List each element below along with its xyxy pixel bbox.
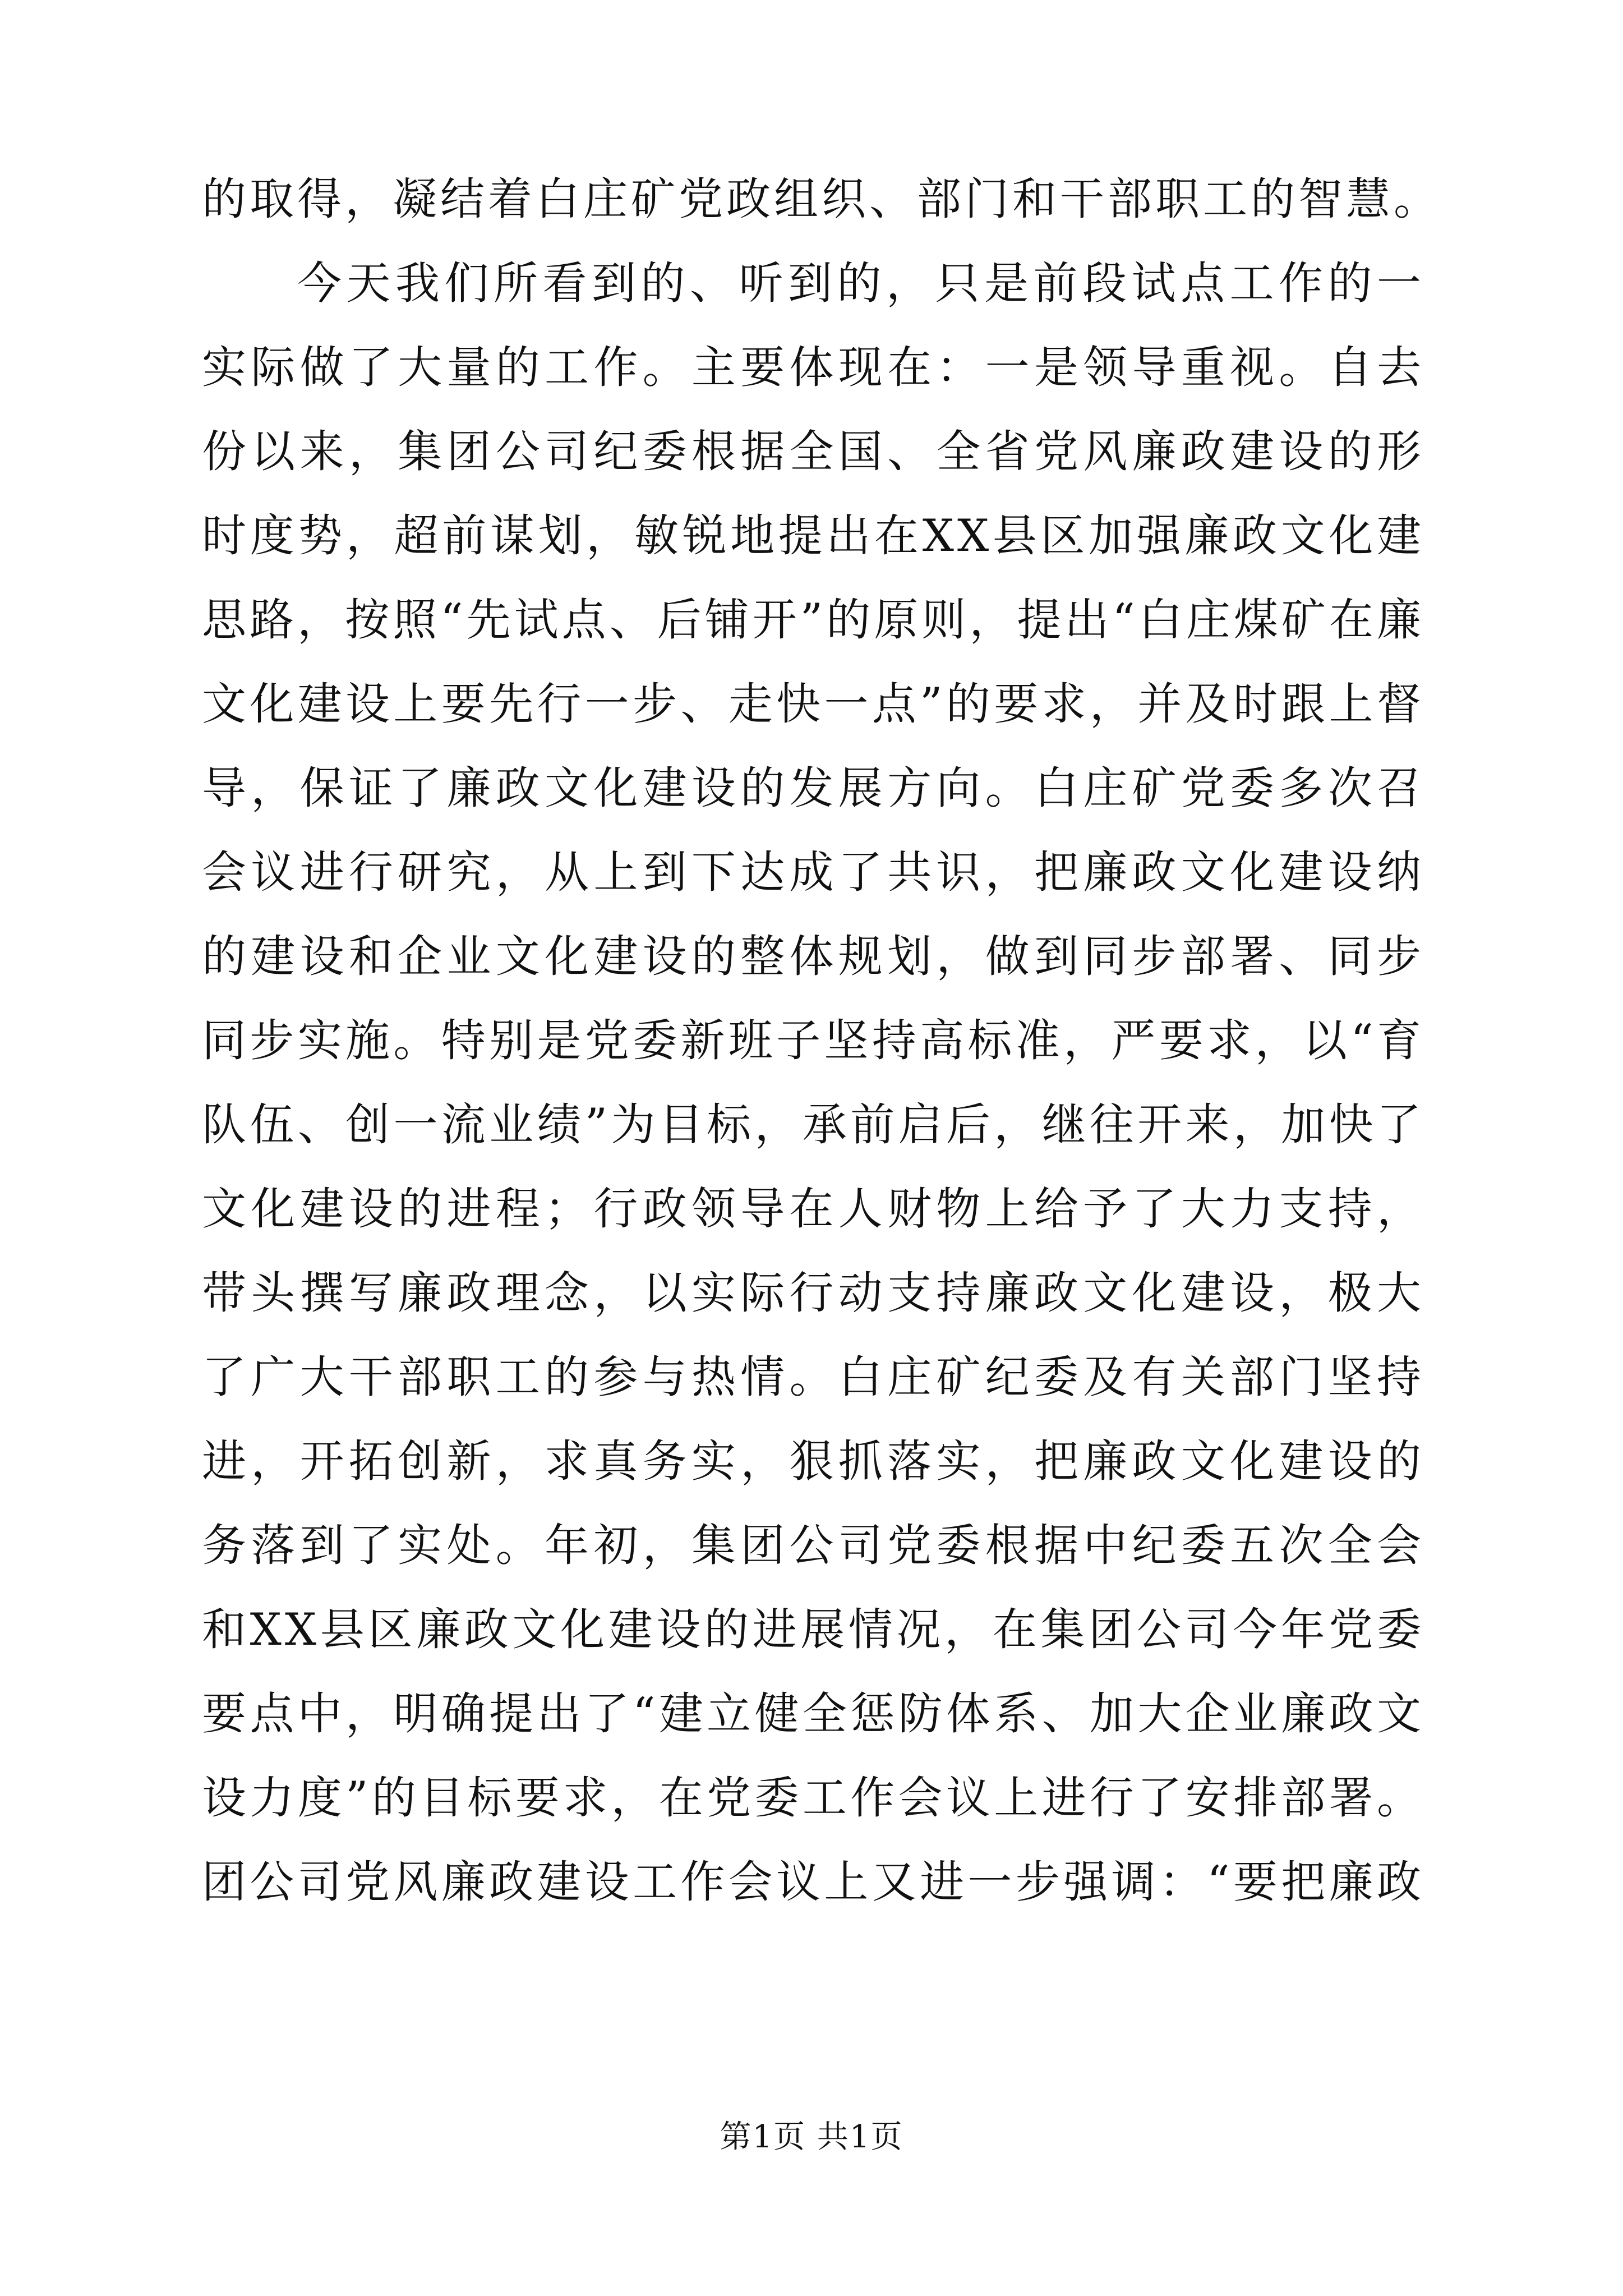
text-line: 带头撰写廉政理念，以实际行动支持廉政文化建设，极大 — [202, 1267, 1424, 1319]
text-line: 团公司党风廉政建设工作会议上又进一步强调：“要把廉政 — [202, 1856, 1424, 1908]
text-line: 同步实施。特别是党委新班子坚持高标准，严要求，以“育 — [202, 1015, 1424, 1066]
text-line: 会议进行研究，从上到下达成了共识，把廉政文化建设纳 — [202, 846, 1424, 898]
text-line: 文化建设的进程；行政领导在人财物上给予了大力支持， — [202, 1183, 1424, 1235]
text-line: 设力度”的目标要求，在党委工作会议上进行了安排部署。 — [202, 1772, 1424, 1824]
text-line: 时度势，超前谋划，敏锐地提出在XX县区加强廉政文化建 — [202, 510, 1424, 562]
page-footer: 第1页 共1页 — [720, 2119, 903, 2155]
text-line: 队伍、创一流业绩”为目标，承前启后，继往开来，加快了 — [202, 1099, 1424, 1151]
text-line: 和XX县区廉政文化建设的进展情况，在集团公司今年党委 — [202, 1604, 1424, 1655]
text-line: 导，保证了廉政文化建设的发展方向。白庄矿党委多次召 — [202, 762, 1424, 814]
text-line: 的取得，凝结着白庄矿党政组织、部门和干部职工的智慧。 — [202, 173, 1441, 225]
text-line: 了广大干部职工的参与热情。白庄矿纪委及有关部门坚持 — [202, 1351, 1424, 1403]
text-line: 思路，按照“先试点、后铺开”的原则，提出“白庄煤矿在廉 — [202, 594, 1424, 646]
text-line: 务落到了实处。年初，集团公司党委根据中纪委五次全会 — [202, 1520, 1424, 1571]
text-line: 今天我们所看到的、听到的，只是前段试点工作的一 — [297, 257, 1424, 309]
text-line: 要点中，明确提出了“建立健全惩防体系、加大企业廉政文 — [202, 1688, 1424, 1740]
text-line: 进，开拓创新，求真务实，狠抓落实，把廉政文化建设的 — [202, 1435, 1424, 1487]
text-line: 份以来，集团公司纪委根据全国、全省党风廉政建设的形 — [202, 426, 1424, 477]
text-line: 文化建设上要先行一步、走快一点”的要求，并及时跟上督 — [202, 678, 1424, 730]
text-line: 的建设和企业文化建设的整体规划，做到同步部署、同步 — [202, 931, 1424, 982]
text-line: 实际做了大量的工作。主要体现在：一是领导重视。自去 — [202, 342, 1424, 393]
